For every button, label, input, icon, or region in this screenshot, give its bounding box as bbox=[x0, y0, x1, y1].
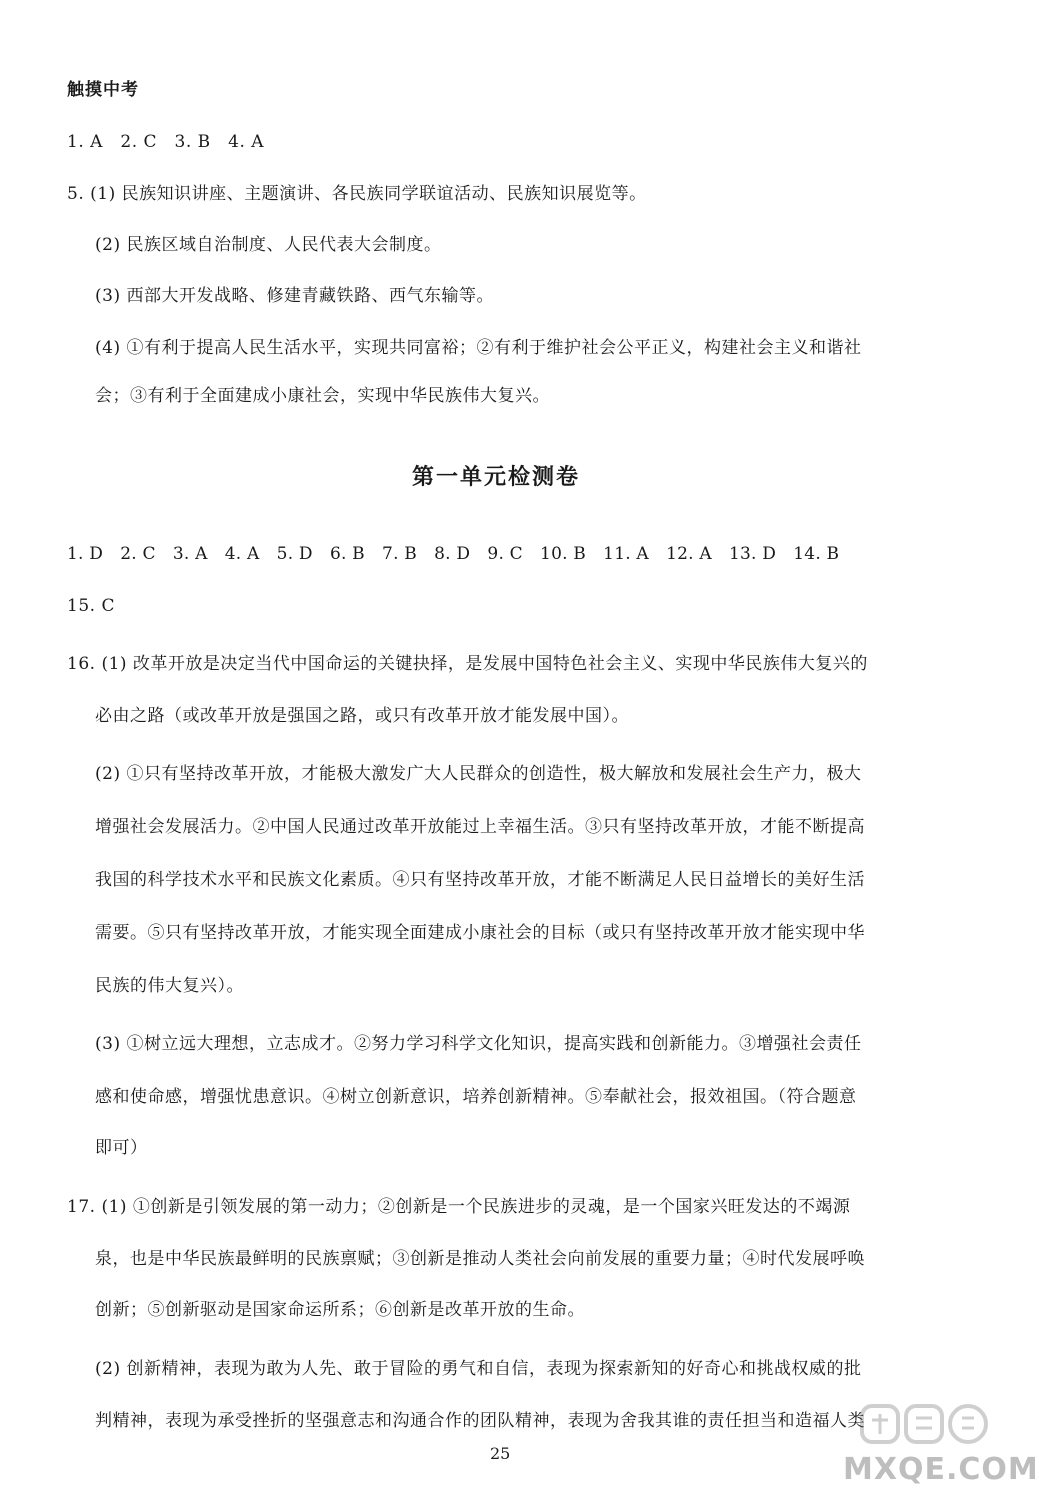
answer-line: 我国的科学技术水平和民族文化素质。④只有坚持改革开放，才能不断满足人民日益增长的美好生活 bbox=[95, 870, 865, 890]
answer-line: (2) ①只有坚持改革开放，才能极大激发广大人民群众的创造性，极大解放和发展社会生产力，极大 bbox=[95, 764, 862, 784]
section2-title: 第一单元检测卷 bbox=[412, 464, 581, 490]
answer-line: 1. D 2. C 3. A 4. A 5. D 6. B 7. B 8. D 9. C 10. B 11. A 12. A 13. D 14. B bbox=[67, 544, 840, 564]
answer-line: 17. (1) ①创新是引领发展的第一动力；②创新是一个民族进步的灵魂，是一个国家兴旺发达的不竭源 bbox=[67, 1197, 851, 1217]
answer-line: (3) ①树立远大理想，立志成才。②努力学习科学文化知识，提高实践和创新能力。③增强社会责任 bbox=[95, 1034, 862, 1054]
answer-line: 16. (1) 改革开放是决定当代中国命运的关键抉择，是发展中国特色社会主义、实现中华民族伟大复兴的 bbox=[67, 654, 868, 674]
answer-line: 15. C bbox=[67, 596, 115, 616]
answer-line: 增强社会发展活力。②中国人民通过改革开放能过上幸福生活。③只有坚持改革开放，才能不断提高 bbox=[95, 817, 865, 837]
answer-line: 需要。⑤只有坚持改革开放，才能实现全面建成小康社会的目标（或只有坚持改革开放才能实现中华 bbox=[95, 923, 865, 943]
answer-line: 会；③有利于全面建成小康社会，实现中华民族伟大复兴。 bbox=[95, 386, 550, 406]
answer-line: 创新；⑤创新驱动是国家命运所系；⑥创新是改革开放的生命。 bbox=[95, 1300, 585, 1320]
answer-line: (3) 西部大开发战略、修建青藏铁路、西气东输等。 bbox=[95, 286, 494, 306]
answer-line: 1. A 2. C 3. B 4. A bbox=[67, 132, 265, 152]
answer-line: 必由之路（或改革开放是强国之路，或只有改革开放才能发展中国）。 bbox=[95, 706, 629, 726]
page-number: 25 bbox=[490, 1444, 511, 1463]
section1-title: 触摸中考 bbox=[67, 80, 139, 100]
answer-line: (2) 创新精神，表现为敢为人先、敢于冒险的勇气和自信，表现为探索新知的好奇心和挑战权威的批 bbox=[95, 1359, 862, 1379]
answer-line: (4) ①有利于提高人民生活水平，实现共同富裕；②有利于维护社会公平正义，构建社会主义和谐社 bbox=[95, 338, 862, 358]
answer-line: (2) 民族区域自治制度、人民代表大会制度。 bbox=[95, 235, 442, 255]
answer-line: 5. (1) 民族知识讲座、主题演讲、各民族同学联谊活动、民族知识展览等。 bbox=[67, 184, 647, 204]
answer-line: 感和使命感，增强忧患意识。④树立创新意识，培养创新精神。⑤奉献社会，报效祖国。（符合题意 bbox=[95, 1087, 857, 1107]
answer-line: 即可） bbox=[95, 1138, 148, 1158]
watermark-logo-icon bbox=[858, 1400, 990, 1448]
answer-line: 民族的伟大复兴）。 bbox=[95, 976, 244, 996]
watermark-site: MXQE.COM bbox=[843, 1452, 1039, 1487]
answer-line: 判精神，表现为承受挫折的坚强意志和沟通合作的团队精神，表现为舍我其谁的责任担当和造福人类 bbox=[95, 1411, 865, 1431]
answer-line: 泉，也是中华民族最鲜明的民族禀赋；③创新是推动人类社会向前发展的重要力量；④时代发展呼唤 bbox=[95, 1249, 865, 1269]
